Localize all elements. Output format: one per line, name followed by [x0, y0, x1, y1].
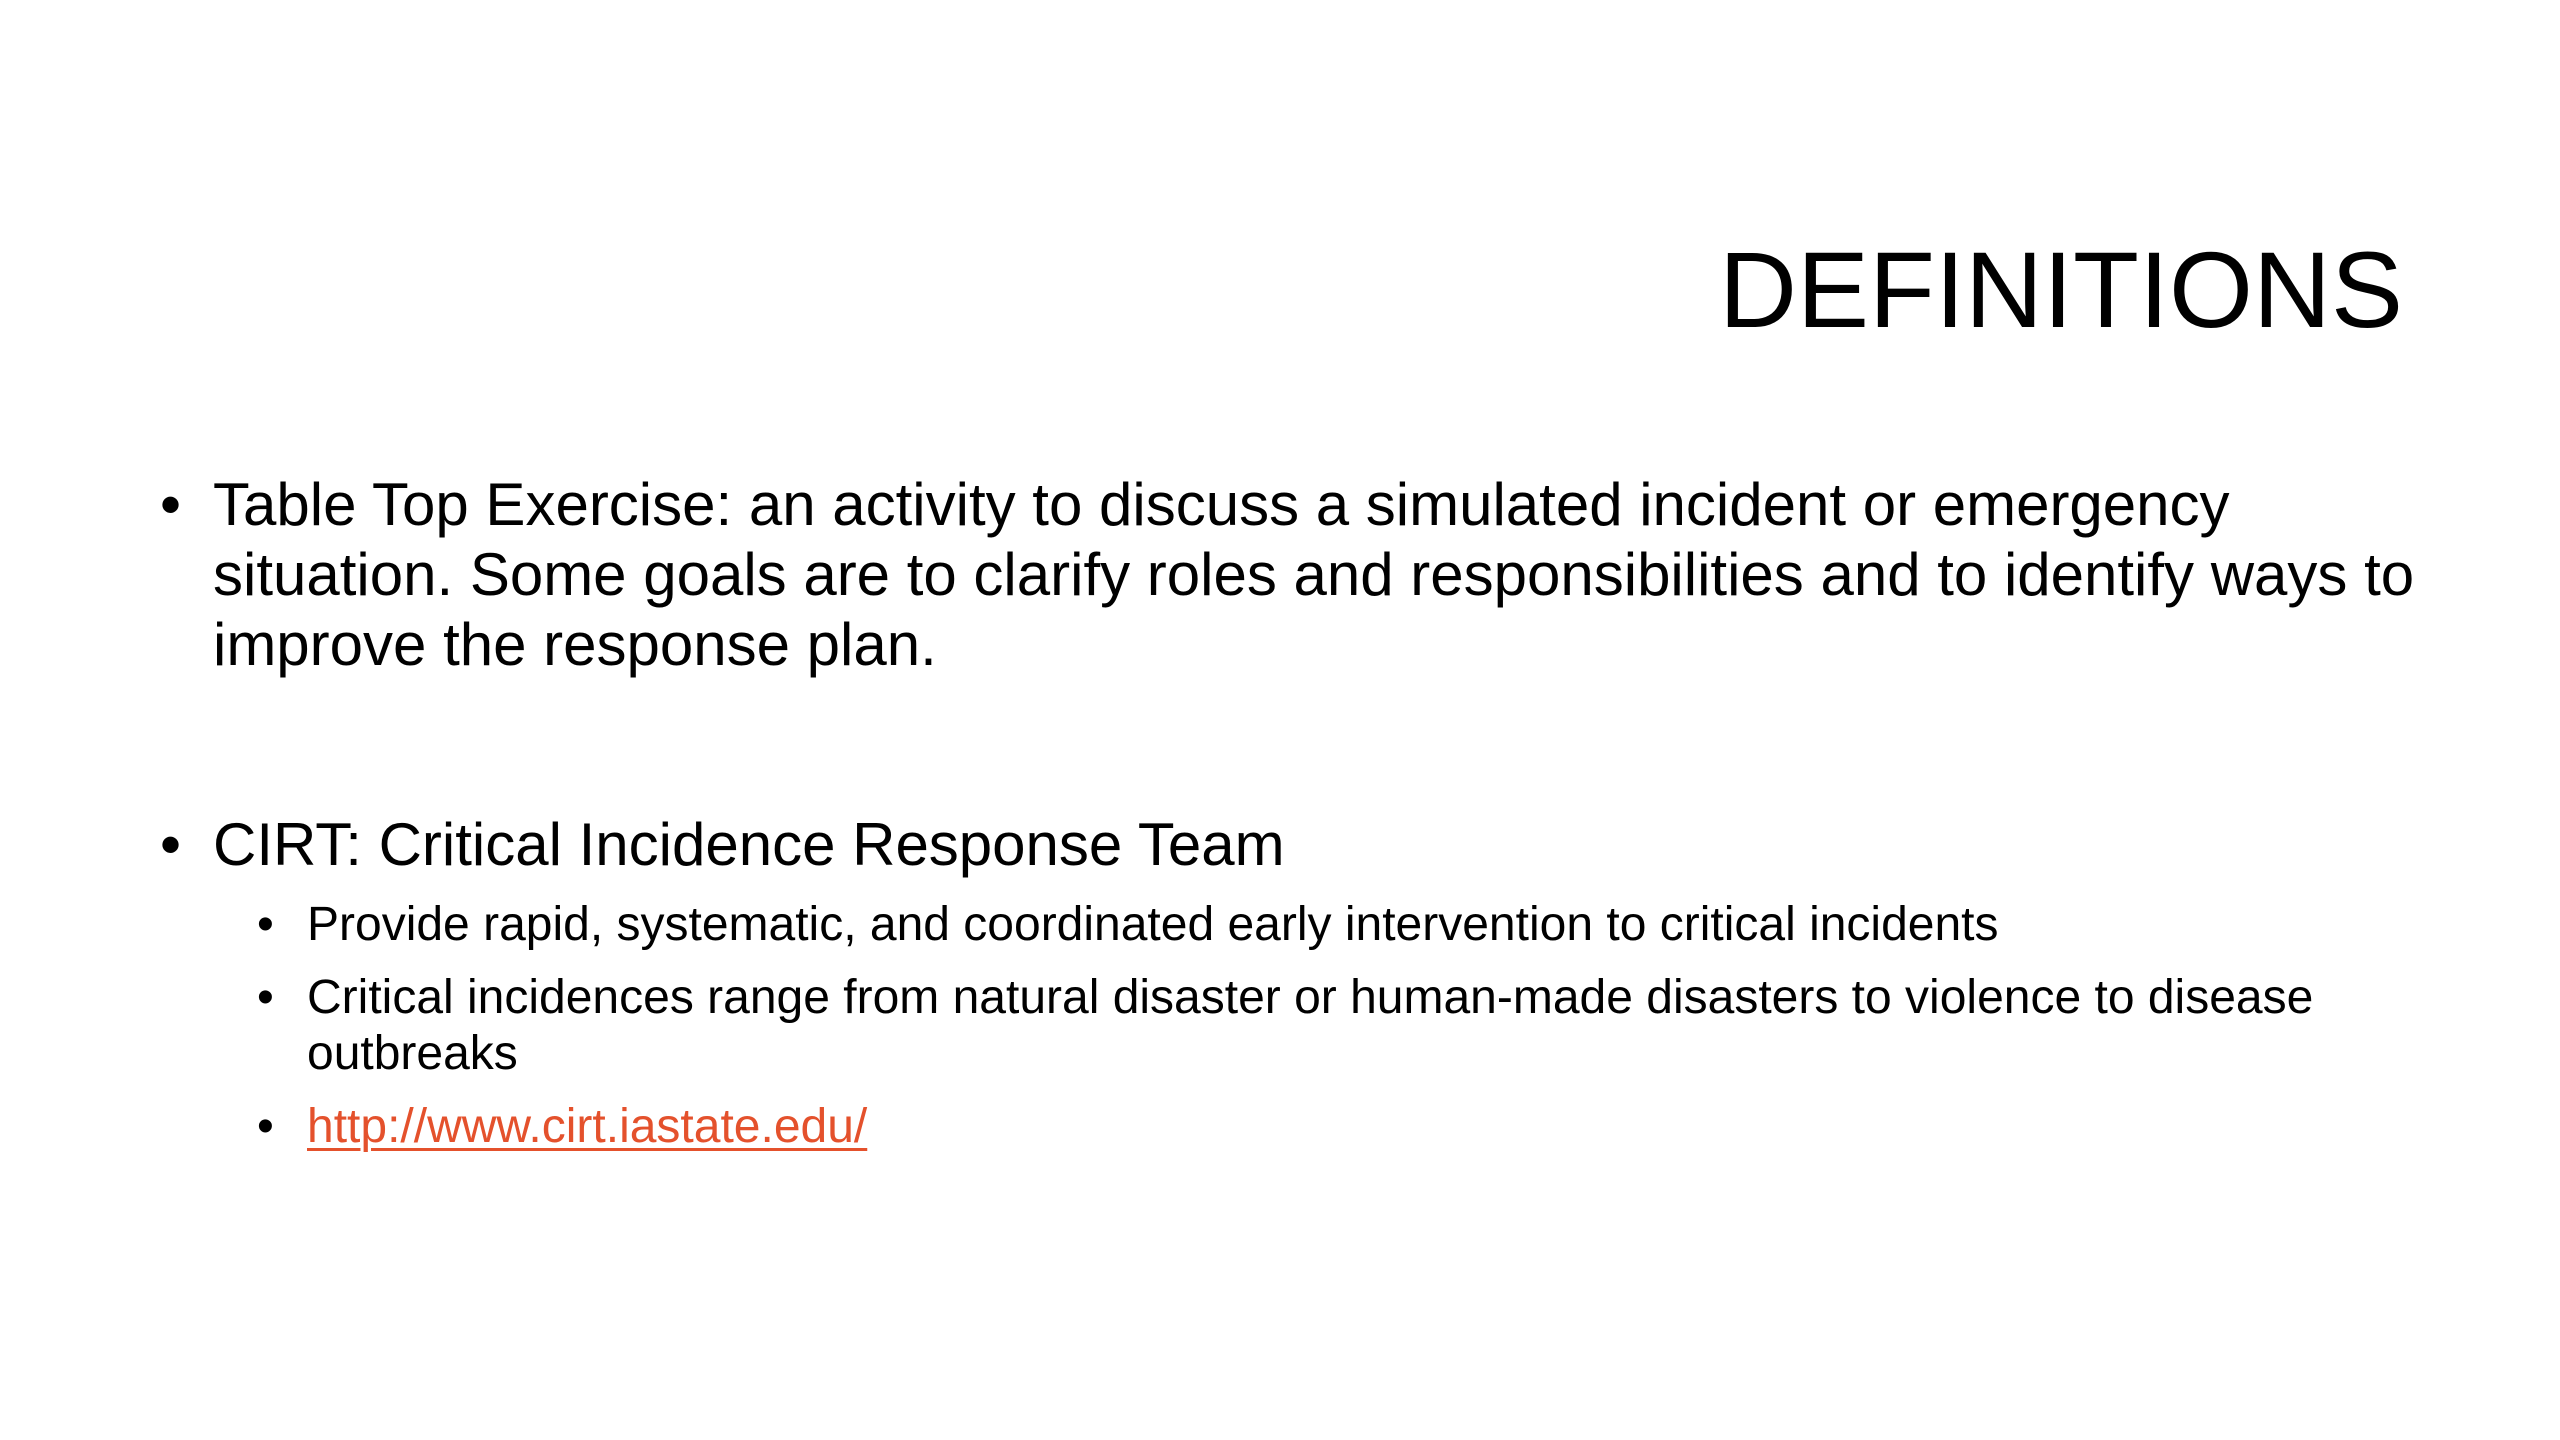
cirt-website-link[interactable]: http://www.cirt.iastate.edu/	[307, 1100, 868, 1153]
sub-bullet-marker: •	[257, 971, 274, 1024]
sub-bullet-marker: •	[257, 898, 274, 951]
bullet-text: Table Top Exercise: an activity to discuss a simulated incident or emergency situation. Some goals are to clarify roles and responsibilities and to identify ways to improve the response plan.	[213, 471, 2415, 678]
cirt-sub-list	[160, 897, 2420, 1155]
bullet-table-top-exercise	[160, 470, 2420, 680]
sub-bullet-cirt-link	[257, 1099, 2447, 1155]
sub-bullet-text: Critical incidences range from natural disaster or human-made disasters to violence to disease outbreaks	[307, 971, 2314, 1080]
slide-title: DEFINITIONS	[1718, 229, 2403, 350]
slide-body	[160, 470, 2420, 1155]
sub-bullet-marker: •	[257, 1100, 274, 1153]
sub-bullet-incidence-range	[257, 970, 2447, 1082]
sub-bullet-rapid-intervention	[257, 897, 2447, 953]
bullet-marker: •	[160, 471, 182, 538]
bullet-text: CIRT: Critical Incidence Response Team	[213, 811, 1285, 878]
sub-bullet-text: Provide rapid, systematic, and coordinated early intervention to critical incidents	[307, 898, 1999, 951]
bullet-marker: •	[160, 811, 182, 878]
bullet-cirt	[160, 810, 2420, 1155]
